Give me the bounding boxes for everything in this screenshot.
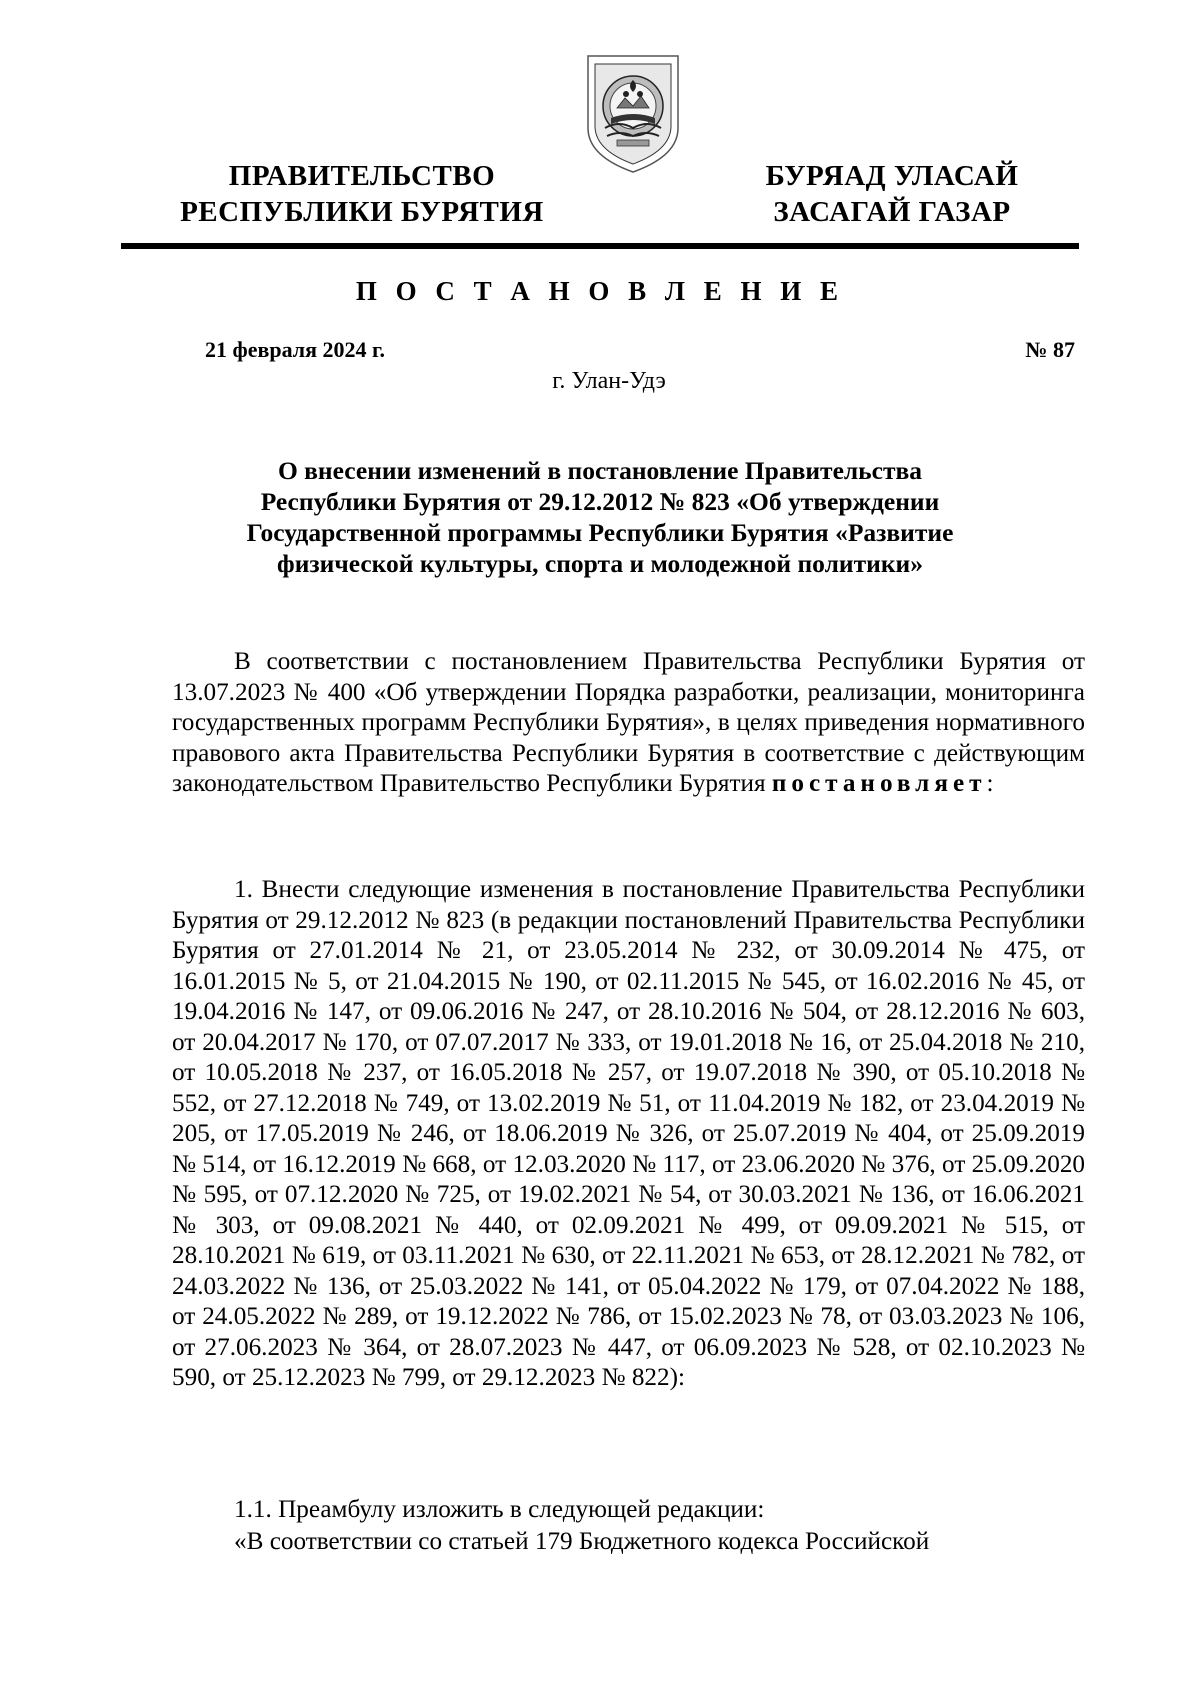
item-1-paragraph: [172, 875, 1085, 1394]
document-type: П О С Т А Н О В Л Е Н И Е: [355, 276, 845, 306]
document-city: г. Улан-Удэ: [552, 368, 666, 394]
title-line: физической культуры, спорта и молодежной политики»: [277, 549, 923, 578]
document-title: [160, 455, 1040, 579]
org-ru-line1: ПРАВИТЕЛЬСТВО: [228, 160, 496, 192]
coat-of-arms-icon: [583, 50, 683, 176]
quote-start-text: «В соответствии со статьей 179 Бюджетного кодекса Российской: [234, 1528, 930, 1555]
document-number: № 87: [1025, 337, 1075, 362]
quote-paragraph: [172, 1527, 1085, 1558]
decree-colon: :: [986, 770, 994, 797]
organization-name-russian: [172, 158, 552, 230]
item-1-1-text: 1.1. Преамбулу изложить в следующей редакции:: [234, 1496, 765, 1523]
preamble-text: В соответствии с постановлением Правительства Республики Бурятия от 13.07.2023 № 400 «Об утверждении Порядка разработки, реализации, мониторинга государственных программ Республики Бурятия», в целях приведения нормативного правового акта Правительства Республики Бурятия в соответствие с действующим законодательством Правительство Республики Бурятия: [172, 648, 1085, 797]
title-line: О внесении изменений в постановление Правительства: [277, 456, 923, 485]
document-date: 21 февраля 2024 г.: [205, 337, 386, 362]
decree-word: постановляет: [771, 770, 987, 797]
org-bua-line2: ЗАСАГАЙ ГАЗАР: [773, 196, 1011, 228]
title-line: Государственной программы Республики Бурятия «Развитие: [246, 518, 954, 547]
item-1-text: 1. Внести следующие изменения в постановление Правительства Республики Бурятия от 29.12.2012 № 823 (в редакции постановлений Правительства Республики Бурятия от 27.01.2014 № 21, от 23.05.2014 № 232, от 30.09.2014 № 475, от 16.01.2015 № 5, от 21.04.2015 № 190, от 02.11.2015 № 545, от 16.02.2016 № 45, от 19.04.2016 № 147, от 09.06.2016 № 247, от 28.10.2016 № 504, от 28.12.2016 № 603, от 20.04.2017 № 170, от 07.07.2017 № 333, от 19.01.2018 № 16, от 25.04.2018 № 210, от 10.05.2018 № 237, от 16.05.2018 № 257, от 19.07.2018 № 390, от 05.10.2018 № 552, от 27.12.2018 № 749, от 13.02.2019 № 51, от 11.04.2019 № 182, от 23.04.2019 № 205, от 17.05.2019 № 246, от 18.06.2019 № 326, от 25.07.2019 № 404, от 25.09.2019 № 514, от 16.12.2019 № 668, от 12.03.2020 № 117, от 23.06.2020 № 376, от 25.09.2020 № 595, от 07.12.2020 № 725, от 19.02.2021 № 54, от 30.03.2021 № 136, от 16.06.2021 № 303, от 09.08.2021 № 440, от 02.09.2021 № 499, от 09.09.2021 № 515, от 28.10.2021 № 619, от 03.11.2021 № 630, от 22.11.2021 № 653, от 28.12.2021 № 782, от 24.03.2022 № 136, от 25.03.2022 № 141, от 05.04.2022 № 179, от 07.04.2022 № 188, от 24.05.2022 № 289, от 19.12.2022 № 786, от 15.02.2023 № 78, от 03.03.2023 № 106, от 27.06.2023 № 364, от 28.07.2023 № 447, от 06.09.2023 № 528, от 02.10.2023 № 590, от 25.12.2023 № 799, от 29.12.2023 № 822):: [172, 876, 1085, 1391]
preamble-paragraph: [172, 647, 1085, 800]
org-bua-line1: БУРЯАД УЛАСАЙ: [765, 160, 1019, 192]
org-ru-line2: РЕСПУБЛИКИ БУРЯТИЯ: [180, 196, 544, 228]
title-line: Республики Бурятия от 29.12.2012 № 823 «Об утверждении: [260, 487, 940, 516]
item-1-1-paragraph: [172, 1495, 1085, 1526]
organization-name-buryat: [757, 158, 1027, 230]
header-divider: [121, 243, 1079, 249]
